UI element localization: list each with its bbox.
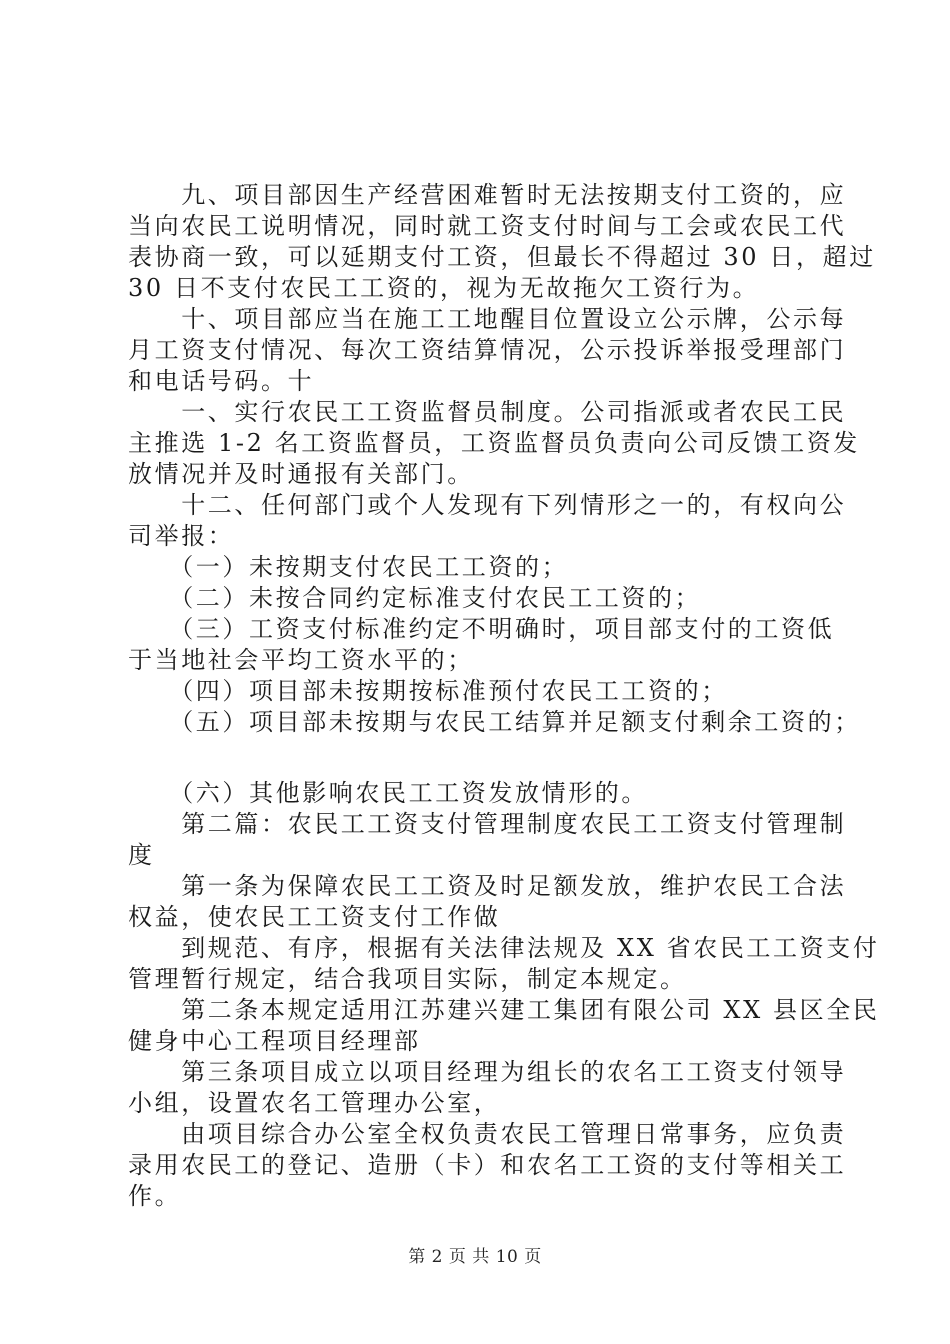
text-line: 健身中心工程项目经理部: [128, 1027, 421, 1055]
text-line: 到规范、有序，根据有关法律法规及 XX 省农民工工资支付: [128, 934, 880, 962]
text-line: 九、项目部因生产经营困难暂时无法按期支付工资的，应: [128, 181, 847, 209]
text-line: 30 日不支付农民工工资的，视为无故拖欠工资行为。: [128, 274, 760, 302]
text-line: 小组，设置农名工管理办公室，: [128, 1089, 501, 1117]
text-line: （五）项目部未按期与农民工结算并足额支付剩余工资的；: [128, 708, 861, 736]
text-line: 第三条项目成立以项目经理为组长的农名工工资支付领导: [128, 1058, 847, 1086]
page-number-footer: 第 2 页 共 10 页: [408, 1247, 542, 1267]
text-line: 管理暂行规定，结合我项目实际，制定本规定。: [128, 965, 687, 993]
text-line: 作。: [128, 1182, 182, 1210]
text-line: 录用农民工的登记、造册（卡）和农名工工资的支付等相关工: [128, 1151, 847, 1179]
text-line: 十、项目部应当在施工工地醒目位置设立公示牌，公示每: [128, 305, 847, 333]
text-line: 第一条为保障农民工工资及时足额发放，维护农民工合法: [128, 872, 847, 900]
text-line: 和电话号码。十: [128, 367, 315, 395]
text-line: （二）未按合同约定标准支付农民工工资的；: [128, 584, 702, 612]
text-line: 当向农民工说明情况，同时就工资支付时间与工会或农民工代: [128, 212, 847, 240]
text-line: （六）其他影响农民工工资发放情形的。: [128, 779, 648, 807]
text-line: 放情况并及时通报有关部门。: [128, 460, 474, 488]
text-line: 主推选 1-2 名工资监督员，工资监督员负责向公司反馈工资发: [128, 429, 860, 457]
text-line: 司举报：: [128, 522, 235, 550]
text-line: 第二条本规定适用江苏建兴建工集团有限公司 XX 县区全民: [128, 996, 880, 1024]
paragraph-gap: [128, 738, 840, 778]
text-line: 由项目综合办公室全权负责农民工管理日常事务，应负责: [128, 1120, 847, 1148]
text-line: （一）未按期支付农民工工资的；: [128, 553, 569, 581]
text-line: 十二、任何部门或个人发现有下列情形之一的，有权向公: [128, 491, 847, 519]
document-body: [128, 180, 880, 1212]
text-line: 权益，使农民工工资支付工作做: [128, 903, 501, 931]
text-line: 第二篇：农民工工资支付管理制度农民工工资支付管理制: [128, 810, 847, 838]
text-line: （四）项目部未按期按标准预付农民工工资的；: [128, 677, 728, 705]
text-line: 月工资支付情况、每次工资结算情况，公示投诉举报受理部门: [128, 336, 847, 364]
text-line: （三）工资支付标准约定不明确时，项目部支付的工资低: [128, 615, 835, 643]
text-line: 一、实行农民工工资监督员制度。公司指派或者农民工民: [128, 398, 847, 426]
text-line: 度: [128, 841, 155, 869]
text-line: 表协商一致，可以延期支付工资，但最长不得超过 30 日，超过: [128, 243, 876, 271]
text-line: 于当地社会平均工资水平的；: [128, 646, 474, 674]
